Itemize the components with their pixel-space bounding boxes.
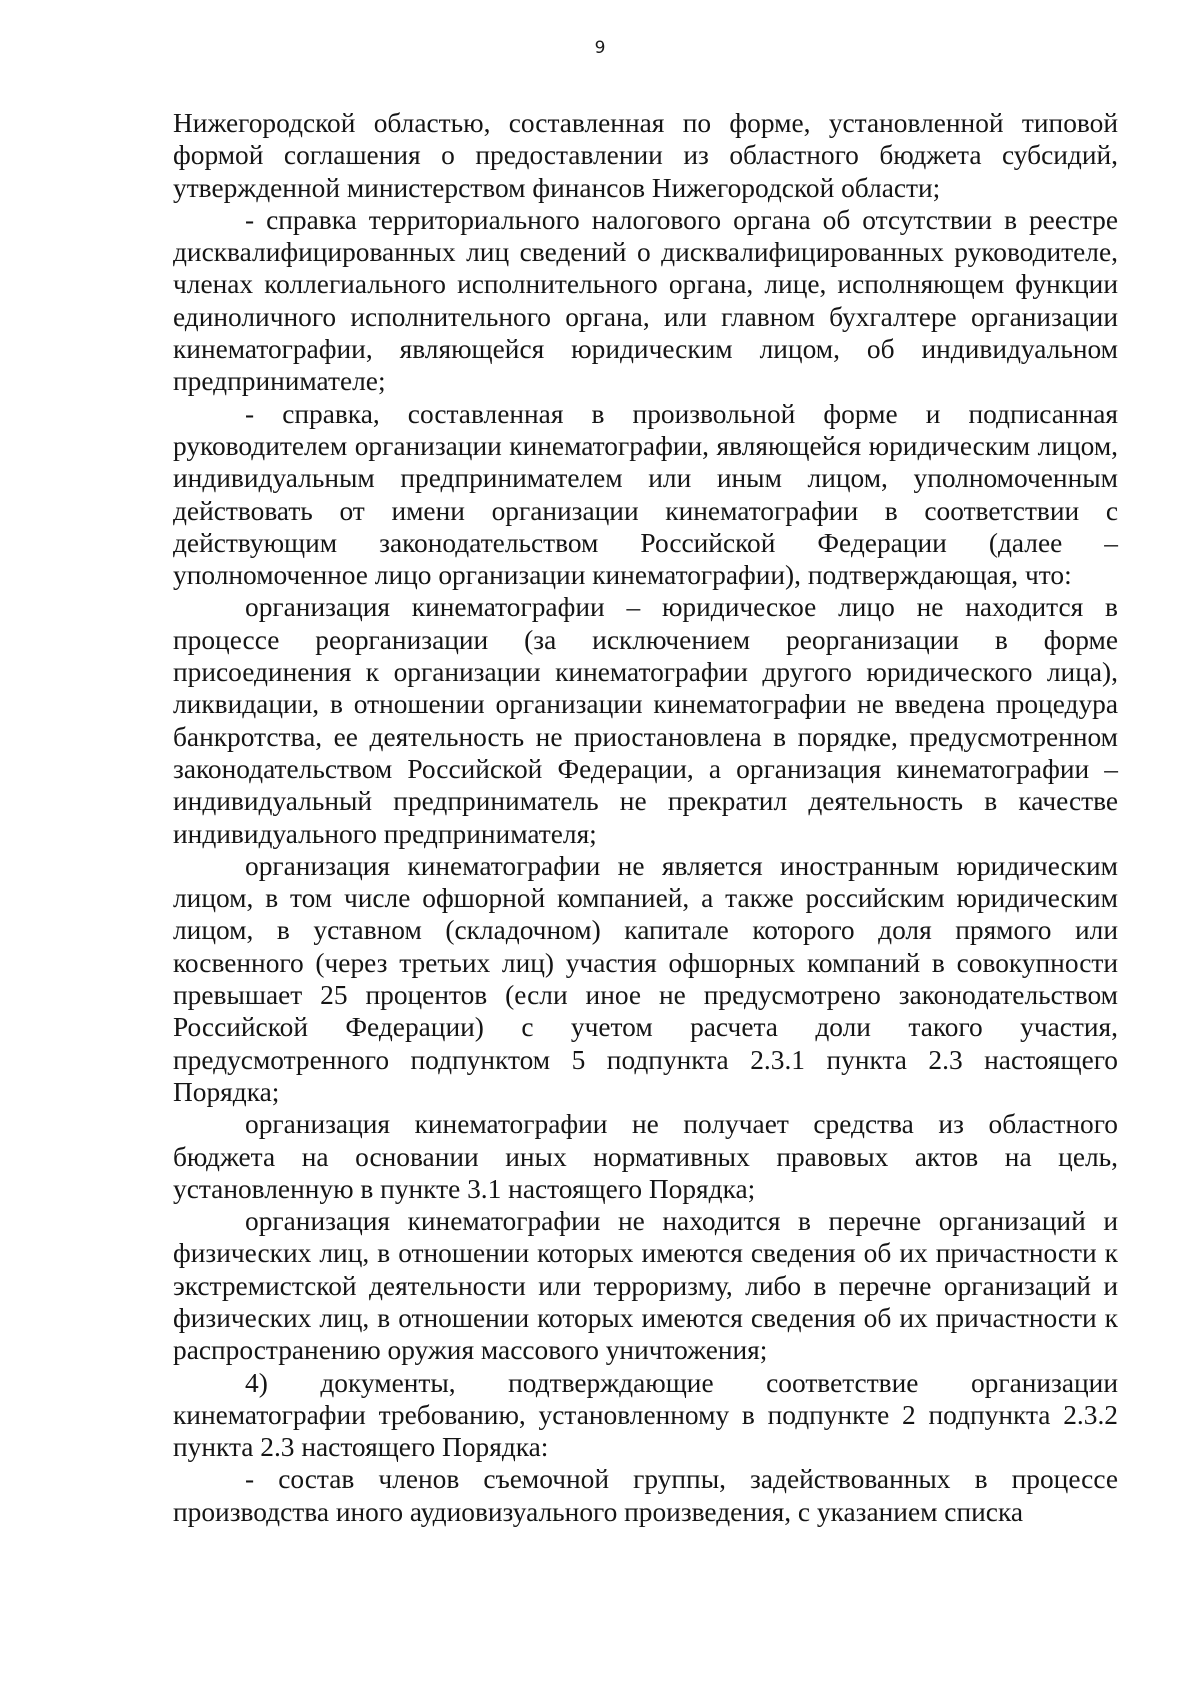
paragraph: 4) документы, подтверждающие соответствие организации кинематографии требованию, установленному в подпункте 2 подпункта 2.3.2 пункта 2.3 настоящего Порядка: — [173, 1367, 1118, 1463]
paragraph: - состав членов съемочной группы, задействованных в процессе производства иного аудиовизуального произведения, с указанием списка — [173, 1464, 1118, 1527]
paragraph: организация кинематографии не находится в перечне организаций и физических лиц, в отношении которых имеются сведения об их причастности к экстремистской деятельности или терроризму, либо в перечне организаций и физических лиц, в отношении которых имеются сведения об их причастности к распространению оружия массового уничтожения; — [173, 1206, 1118, 1366]
paragraph: организация кинематографии – юридическое лицо не находится в процессе реорганизации (за исключением реорганизации в форме присоединения к организации кинематографии другого юридического лица), ликвидации, в отношении организации кинематографии не введена процедура банкротства, ее деятельность не приостановлена в порядке, предусмотренном законодательством Российской Федерации, а организация кинематографии – индивидуальный предприниматель не прекратил деятельность в качестве индивидуального предпринимателя; — [173, 592, 1118, 849]
document-body — [173, 107, 1118, 1528]
paragraph: организация кинематографии не является иностранным юридическим лицом, в том числе офшорной компанией, а также российским юридическим лицом, в уставном (складочном) капитале которого доля прямого или косвенного (через третьих лиц) участия офшорных компаний в совокупности превышает 25 процентов (если иное не предусмотрено законодательством Российской Федерации) с учетом расчета доли такого участия, предусмотренного подпунктом 5 подпункта 2.3.1 пункта 2.3 настоящего Порядка; — [173, 850, 1118, 1107]
paragraph: организация кинематографии не получает средства из областного бюджета на основании иных нормативных правовых актов на цель, установленную в пункте 3.1 настоящего Порядка; — [173, 1109, 1118, 1204]
paragraph: Нижегородской областью, составленная по форме, установленной типовой формой соглашения о предоставлении из областного бюджета субсидий, утвержденной министерством финансов Нижегородской области; — [173, 108, 1118, 203]
page-number: 9 — [594, 38, 606, 58]
paragraph: - справка территориального налогового органа об отсутствии в реестре дисквалифицированных лиц сведений о дисквалифицированных руководителе, членах коллегиального исполнительного органа, лице, исполняющем функции единоличного исполнительного органа, или главном бухгалтере организации кинематографии, являющейся юридическим лицом, об индивидуальном предпринимателе; — [173, 204, 1118, 397]
paragraph: - справка, составленная в произвольной форме и подписанная руководителем организации кинематографии, являющейся юридическим лицом, индивидуальным предпринимателем или иным лицом, уполномоченным действовать от имени организации кинематографии в соответствии с действующим законодательством Российской Федерации (далее – уполномоченное лицо организации кинематографии), подтверждающая, что: — [173, 398, 1118, 591]
